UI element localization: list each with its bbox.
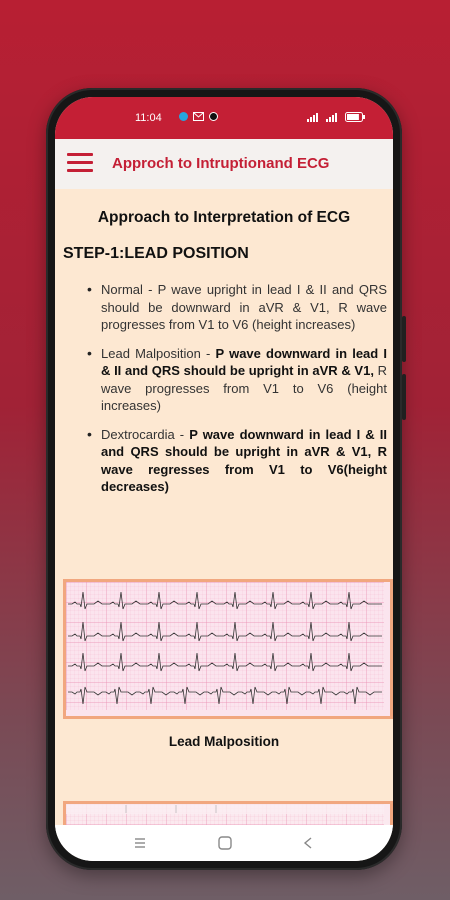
notification-icons (179, 112, 218, 121)
app-title: Approch to Intruptionand ECG (112, 155, 330, 172)
page-heading: Approach to Interpretation of ECG (97, 209, 351, 226)
step-heading: STEP-1:LEAD POSITION (63, 245, 249, 262)
status-bar (55, 97, 393, 139)
volume-button (402, 316, 406, 362)
content-area[interactable] (55, 189, 393, 825)
ecg-image (63, 579, 393, 719)
wifi-signal-icon (326, 112, 340, 122)
ecg-strip-graphic (66, 582, 384, 710)
back-nav-icon[interactable] (301, 836, 315, 850)
cell-signal-icon (307, 112, 321, 122)
phone-frame (46, 88, 402, 870)
app-bar (55, 139, 393, 189)
list-item: • Lead Malposition - P wave downward in lead I & II and QRS should be upright in aVR & V1, R wave progresses from V1 to V6 (height increases) (87, 345, 387, 415)
navigation-bar (55, 825, 393, 861)
recents-nav-icon[interactable] (133, 836, 147, 850)
mail-notification-icon (193, 112, 204, 121)
status-time: 11:04 (135, 112, 162, 124)
system-icons (307, 112, 367, 122)
app-notification-icon (179, 112, 188, 121)
list-item: • Normal - P wave upright in lead I & II and QRS should be downward in aVR & V1, R wave progresses from V1 to V6 (height increases) (87, 281, 387, 334)
menu-icon[interactable] (67, 153, 93, 175)
bullet-list (87, 281, 387, 507)
screen (55, 97, 393, 861)
home-nav-icon[interactable] (217, 835, 233, 851)
camera-notification-icon (209, 112, 218, 121)
list-item: • Dextrocardia - P wave downward in lead I & II and QRS should be upright in aVR & V1, R wave regresses from V1 to V6(height decreases) (87, 426, 387, 496)
figure-caption: Lead Malposition (168, 734, 280, 749)
ecg-image-2 (63, 801, 393, 825)
battery-icon (345, 112, 367, 122)
ecg-strip-graphic-2 (66, 804, 384, 825)
power-button (402, 374, 406, 420)
